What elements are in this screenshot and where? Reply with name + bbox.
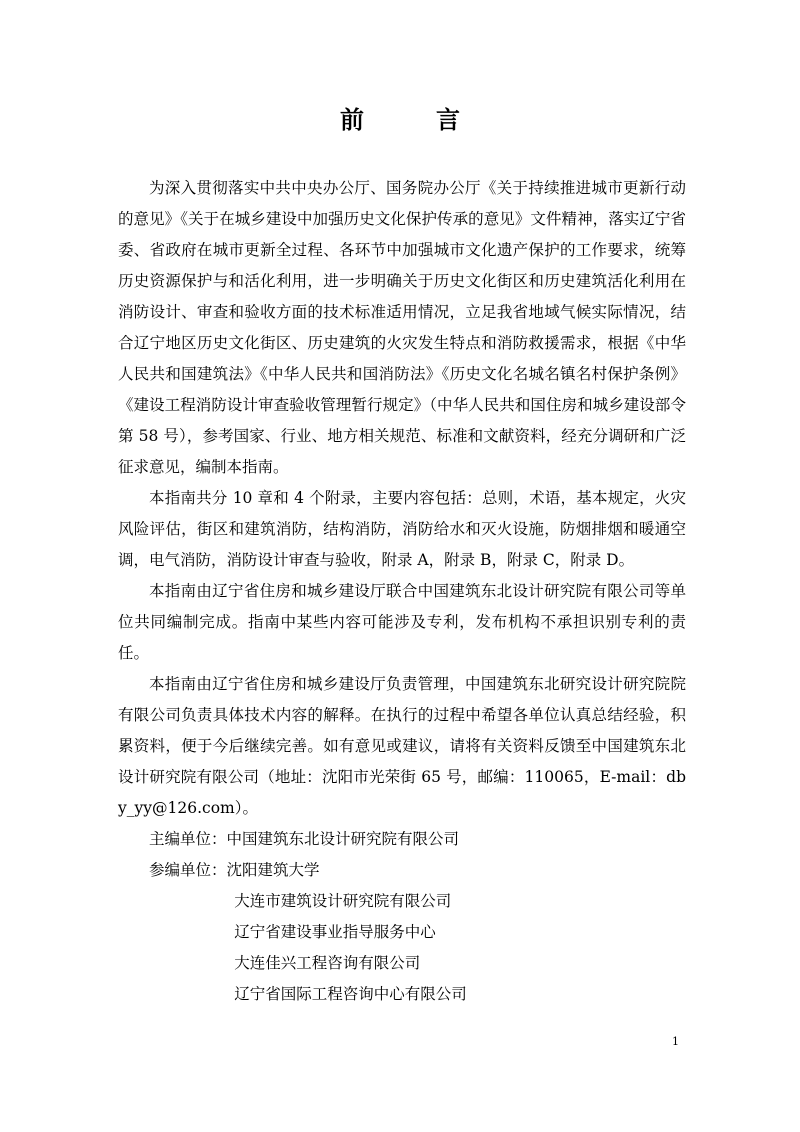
chief-unit-row xyxy=(118,824,686,855)
paragraph-authorship: 本指南由辽宁省住房和城乡建设厅联合中国建筑东北设计研究院有限公司等单位共同编制完成。指南中某些内容可能涉及专利，发布机构不承担识别专利的责任。 xyxy=(118,582,686,662)
participating-unit-name: 辽宁省国际工程咨询中心有限公司 xyxy=(234,985,467,1003)
paragraph-purpose: 为深入贯彻落实中共中央办公厅、国务院办公厅《关于持续推进城市更新行动的意见》《关于在城乡建设中加强历史文化保护传承的意见》文件精神，落实辽宁省委、省政府在城市更新全过程、各环节中加强城市文化遗产保护的工作要求，统筹历史资源保护与和活化利用，进一步明确关于历史文化街区和历史建筑活化利用在消防设计、审查和验收方面的技术标准适用情况，立足我省地域气候实际情况，结合辽宁地区历史文化街区、历史建筑的火灾发生特点和消防救援需求，根据《中华人民共和国建筑法》《中华人民共和国消防法》《历史文化名城名镇名村保护条例》《建设工程消防设计审查验收管理暂行规定》（中华人民共和国住房和城乡建设部令第 58 号），参考国家、行业、地方相关规范、标准和文献资料，经充分调研和广泛征求意见，编制本指南。 xyxy=(118,179,686,476)
participating-unit-name: 大连佳兴工程咨询有限公司 xyxy=(234,954,421,972)
chief-unit-name: 中国建筑东北设计研究院有限公司 xyxy=(226,830,460,848)
participating-unit-name: 辽宁省建设事业指导服务中心 xyxy=(234,923,436,941)
paragraph-contents: 本指南共分 10 章和 4 个附录，主要内容包括：总则，术语，基本规定，火灾风险评估，街区和建筑消防，结构消防，消防给水和灭火设施，防烟排烟和暖通空调，电气消防，消防设计审查与验收，附录 A，附录 B，附录 C，附录 D。 xyxy=(118,489,686,569)
participating-unit-label: 参编单位： xyxy=(149,861,227,879)
participating-unit-row xyxy=(118,855,686,886)
page-title: 前 言 xyxy=(340,105,484,134)
paragraph-management: 本指南由辽宁省住房和城乡建设厅负责管理，中国建筑东北研究设计研究院院有限公司负责具体技术内容的解释。在执行的过程中希望各单位认真总结经验，积累资料，便于今后继续完善。如有意见或建议，请将有关资料反馈至中国建筑东北设计研究院有限公司（地址：沈阳市光荣街 65 号，邮编：110065，E-mail：dby_yy@126.com）。 xyxy=(118,675,686,817)
participating-unit-row xyxy=(118,948,686,979)
participating-unit-row xyxy=(118,886,686,917)
participating-unit-name: 沈阳建筑大学 xyxy=(226,861,320,879)
chief-unit-label: 主编单位： xyxy=(149,830,227,848)
page-number: 1 xyxy=(672,1035,679,1048)
participating-unit-name: 大连市建筑设计研究院有限公司 xyxy=(234,892,452,910)
participating-unit-row xyxy=(118,917,686,948)
participating-unit-row xyxy=(118,979,686,1010)
preface-body xyxy=(118,173,686,1010)
